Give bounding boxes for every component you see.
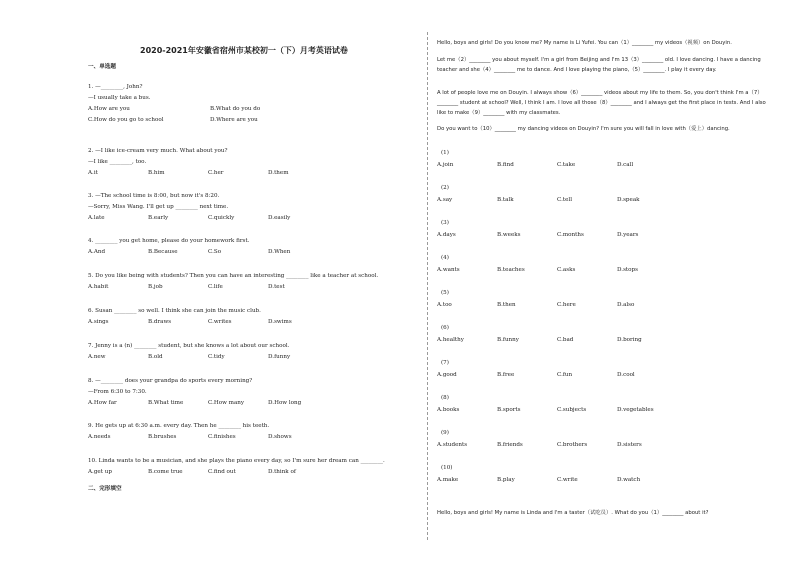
answer-option[interactable]: C.So [208,249,222,255]
answer-option[interactable]: A.How are you [88,106,130,112]
answer-option[interactable]: C.find out [208,469,236,475]
answer-option[interactable]: B.What time [148,400,184,406]
answer-option[interactable]: A.books [437,407,460,413]
answer-option[interactable]: B.draws [148,319,172,325]
option-row [88,319,328,326]
question-stem: 1. —________, John? [88,84,143,90]
question-stem: 8. —________ does your grandpa do sports every morning? [88,378,253,384]
answer-option[interactable]: C.tidy [208,354,225,360]
answer-option[interactable]: D.think of [268,469,296,475]
answer-option[interactable]: B.old [148,354,163,360]
answer-option[interactable]: C.How do you go to school [88,117,164,123]
cloze-number: (10) [441,465,453,471]
question-stem: 5. Do you like being with students? Then you can have an interesting ________ like a teacher at school. [88,273,379,279]
cloze-number: (2) [441,185,449,191]
answer-option[interactable]: C.write [557,477,578,483]
option-row [437,337,677,343]
option-row [88,215,328,222]
option-row [88,170,328,177]
option-row [88,106,332,113]
answer-option[interactable]: B.find [497,162,514,168]
cloze-number: (9) [441,430,449,436]
column-divider [427,32,428,540]
passage-paragraph: Do you want to（10）________ my dancing videos on Douyin? I'm sure you will fall in love with（爱上）dancing. [437,126,730,132]
answer-option[interactable]: C.life [208,284,223,290]
answer-option[interactable]: A.join [437,162,454,168]
answer-option[interactable]: A.sings [88,319,109,325]
answer-option[interactable]: B.come true [148,469,183,475]
answer-option[interactable]: C.quickly [208,215,235,221]
option-row [437,372,677,378]
answer-option[interactable]: D.them [268,170,289,176]
answer-option[interactable]: D.watch [617,477,641,483]
answer-option[interactable]: B.early [148,215,169,221]
passage-paragraph: Let me（2）________ you about myself. I'm a girl from Beijing and I'm 13（3）________ old. I love dancing. I have a dancing teacher and she（4）________ me to dance. And I love playing the piano,（5）________. I play it every day. [437,57,761,73]
answer-option[interactable]: B.weeks [497,232,521,238]
cloze-number: (6) [441,325,449,331]
answer-option[interactable]: C.How many [208,400,245,406]
question-stem: —From 6:30 to 7:30. [88,389,147,395]
answer-option[interactable]: D.How long [268,400,302,406]
answer-option[interactable]: A.new [88,354,106,360]
answer-option[interactable]: B.sports [497,407,521,413]
question-stem: —I usually take a bus. [88,95,151,101]
answer-option[interactable]: C.subjects [557,407,587,413]
answer-option[interactable]: D.When [268,249,291,255]
answer-option[interactable]: D.years [617,232,639,238]
answer-option[interactable]: C.brothers [557,442,588,448]
answer-option[interactable]: B.funny [497,337,519,343]
answer-option[interactable]: B.Because [148,249,178,255]
question-stem: —Sorry, Miss Wang. I'll get up ________ next time. [88,204,229,210]
question-stem: —I like ________, too. [88,159,147,165]
answer-option[interactable]: A.needs [88,434,111,440]
answer-option[interactable]: B.then [497,302,516,308]
cloze-number: (1) [441,150,449,156]
option-row [88,354,328,361]
option-row [437,232,677,238]
cloze-number: (3) [441,220,449,226]
option-row [88,469,328,476]
answer-option[interactable]: D.Where are you [210,117,258,123]
cloze-number: (4) [441,255,449,261]
answer-option[interactable]: C.finishes [208,434,236,440]
answer-option[interactable]: B.job [148,284,163,290]
option-row [437,442,677,448]
answer-option[interactable]: C.tell [557,197,572,203]
option-row [88,117,332,124]
answer-option[interactable]: B.brushes [148,434,177,440]
answer-option[interactable]: A.get up [88,469,112,475]
answer-option[interactable]: C.asks [557,267,576,273]
answer-option[interactable]: B.talk [497,197,514,203]
option-row [437,302,677,308]
answer-option[interactable]: A.say [437,197,453,203]
answer-option[interactable]: D.also [617,302,635,308]
question-stem: 10. Linda wants to be a musician, and she plays the piano every day, so I'm sure her dream can ________. [88,458,385,464]
answer-option[interactable]: C.writes [208,319,232,325]
answer-option[interactable]: B.teaches [497,267,525,273]
answer-option[interactable]: D.shows [268,434,292,440]
option-row [437,477,677,483]
answer-option[interactable]: D.vegetables [617,407,654,413]
cloze-number: (7) [441,360,449,366]
exam-title: 2020-2021年安徽省宿州市某校初一（下）月考英语试卷 [140,46,348,55]
answer-option[interactable]: C.take [557,162,576,168]
passage-paragraph: Hello, boys and girls! Do you know me? My name is Li Yufei. You can（1）________ my videos（视频）on Douyin. [437,40,732,46]
question-stem: 3. —The school time is 8:00, but now it's 8:20. [88,193,220,199]
answer-option[interactable]: D.cool [617,372,635,378]
question-stem: 6. Susan ________ so well. I think she can join the music club. [88,308,261,314]
answer-option[interactable]: D.swims [268,319,292,325]
section-heading-single-choice: 一、单选题 [88,64,116,70]
answer-option[interactable]: D.call [617,162,634,168]
answer-option[interactable]: D.stops [617,267,639,273]
answer-option[interactable]: A.too [437,302,452,308]
question-stem: 2. —I like ice-cream very much. What about you? [88,148,228,154]
option-row [437,267,677,273]
section-heading-cloze: 二、完形填空 [88,486,122,492]
option-row [88,400,328,407]
option-row [88,249,328,256]
answer-option[interactable]: A.How far [88,400,117,406]
answer-option[interactable]: D.speak [617,197,640,203]
option-row [437,197,677,203]
answer-option[interactable]: A.good [437,372,457,378]
answer-option[interactable]: C.fun [557,372,573,378]
answer-option[interactable]: A.make [437,477,459,483]
answer-option[interactable]: D.test [268,284,285,290]
option-row [88,434,328,441]
answer-option[interactable]: C.her [208,170,224,176]
answer-option[interactable]: D.funny [268,354,291,360]
answer-option[interactable]: A.it [88,170,98,176]
answer-option[interactable]: B.free [497,372,515,378]
answer-option[interactable]: A.habit [88,284,109,290]
question-stem: 9. He gets up at 6:30 a.m. every day. Then he ________ his teeth. [88,423,270,429]
question-stem: 4. ________ you get home, please do your homework first. [88,238,250,244]
answer-option[interactable]: C.here [557,302,576,308]
answer-option[interactable]: D.sisters [617,442,642,448]
answer-option[interactable]: B.him [148,170,165,176]
answer-option[interactable]: A.healthy [437,337,464,343]
answer-option[interactable]: A.wants [437,267,460,273]
answer-option[interactable]: B.What do you do [210,106,261,112]
option-row [437,162,677,168]
answer-option[interactable]: A.And [88,249,106,255]
cloze-number: (5) [441,290,449,296]
question-stem: 7. Jenny is a (n) ________ student, but she knows a lot about our school. [88,343,290,349]
answer-option[interactable]: C.months [557,232,584,238]
cloze-number: (8) [441,395,449,401]
passage-paragraph: A lot of people love me on Douyin. I always show（6）________ videos about my life to them. So, you don't think I'm a（7）________ student at school? Well, I think I am. I love all those（8）________ and I always get the first place in tests. And I also like to make（9）________ with my classmates. [437,90,766,116]
answer-option[interactable]: A.days [437,232,456,238]
answer-option[interactable]: B.play [497,477,515,483]
answer-option[interactable]: D.easily [268,215,291,221]
next-passage-line: Hello, boys and girls! My name is Linda and I'm a taster（试吃员）. What do you（1）________ about it? [437,510,709,516]
answer-option[interactable]: C.bad [557,337,574,343]
answer-option[interactable]: D.boring [617,337,642,343]
option-row [88,284,328,291]
answer-option[interactable]: B.friends [497,442,523,448]
answer-option[interactable]: A.students [437,442,468,448]
answer-option[interactable]: A.late [88,215,105,221]
option-row [437,407,677,413]
